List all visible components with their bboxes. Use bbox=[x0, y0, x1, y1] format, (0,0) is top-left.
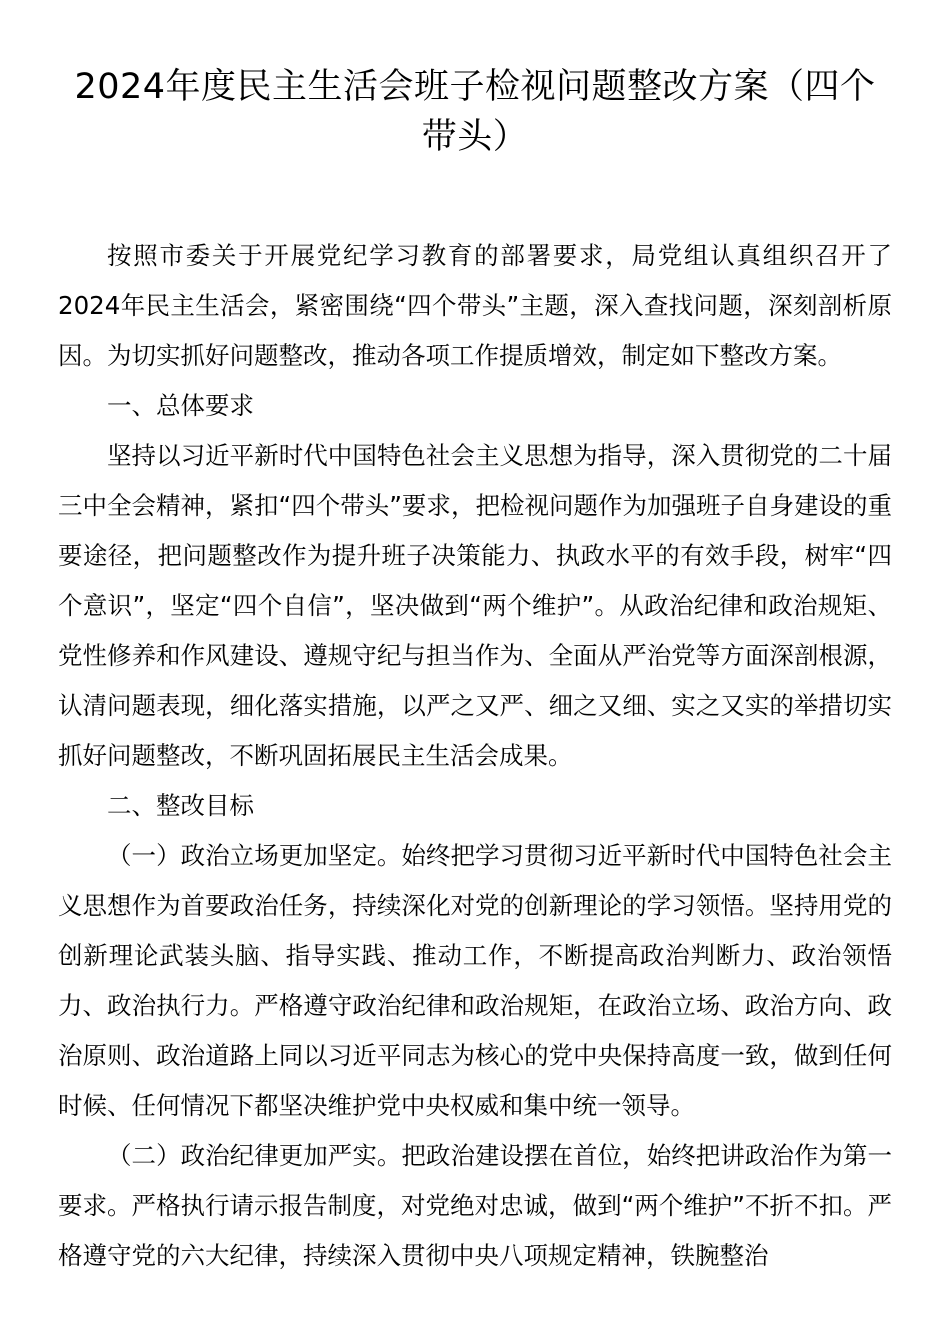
goal-paragraph-1: （一）政治立场更加坚定。始终把学习贯彻习近平新时代中国特色社会主义思想作为首要政治任务，持续深化对党的创新理论的学习领悟。坚持用党的创新理论武装头脑、指导实践、推动工作，不断提高政治判断力、政治领悟力、政治执行力。严格遵守政治纪律和政治规矩，在政治立场、政治方向、政治原则、政治道路上同以习近平同志为核心的党中央保持高度一致，做到任何时候、任何情况下都坚决维护党中央权威和集中统一领导。 bbox=[58, 841, 892, 1120]
document-page bbox=[58, 62, 892, 1281]
goal-paragraph-2: （二）政治纪律更加严实。把政治建设摆在首位，始终把讲政治作为第一要求。严格执行请示报告制度，对党绝对忠诚，做到“两个维护”不折不扣。严格遵守党的六大纪律，持续深入贯彻中央八项规定精神，铁腕整治 bbox=[58, 1141, 892, 1270]
intro-paragraph: 按照市委关于开展党纪学习教育的部署要求，局党组认真组织召开了2024年民主生活会，紧密围绕“四个带头”主题，深入查找问题，深刻剖析原因。为切实抓好问题整改，推动各项工作提质增效，制定如下整改方案。 bbox=[58, 241, 892, 370]
document-body bbox=[58, 231, 892, 1281]
section-heading-general-requirements: 一、总体要求 bbox=[107, 391, 254, 420]
section-heading-rectification-goals: 二、整改目标 bbox=[107, 791, 254, 820]
general-requirements-paragraph: 坚持以习近平新时代中国特色社会主义思想为指导，深入贯彻党的二十届三中全会精神，紧扣“四个带头”要求，把检视问题作为加强班子自身建设的重要途径，把问题整改作为提升班子决策能力、执政水平的有效手段，树牢“四个意识”，坚定“四个自信”，坚决做到“两个维护”。从政治纪律和政治规矩、党性修养和作风建设、遵规守纪与担当作为、全面从严治党等方面深剖根源，认清问题表现，细化落实措施，以严之又严、细之又细、实之又实的举措切实抓好问题整改，不断巩固拓展民主生活会成果。 bbox=[58, 441, 892, 770]
document-title: 2024年度民主生活会班子检视问题整改方案（四个带头） bbox=[74, 67, 876, 157]
